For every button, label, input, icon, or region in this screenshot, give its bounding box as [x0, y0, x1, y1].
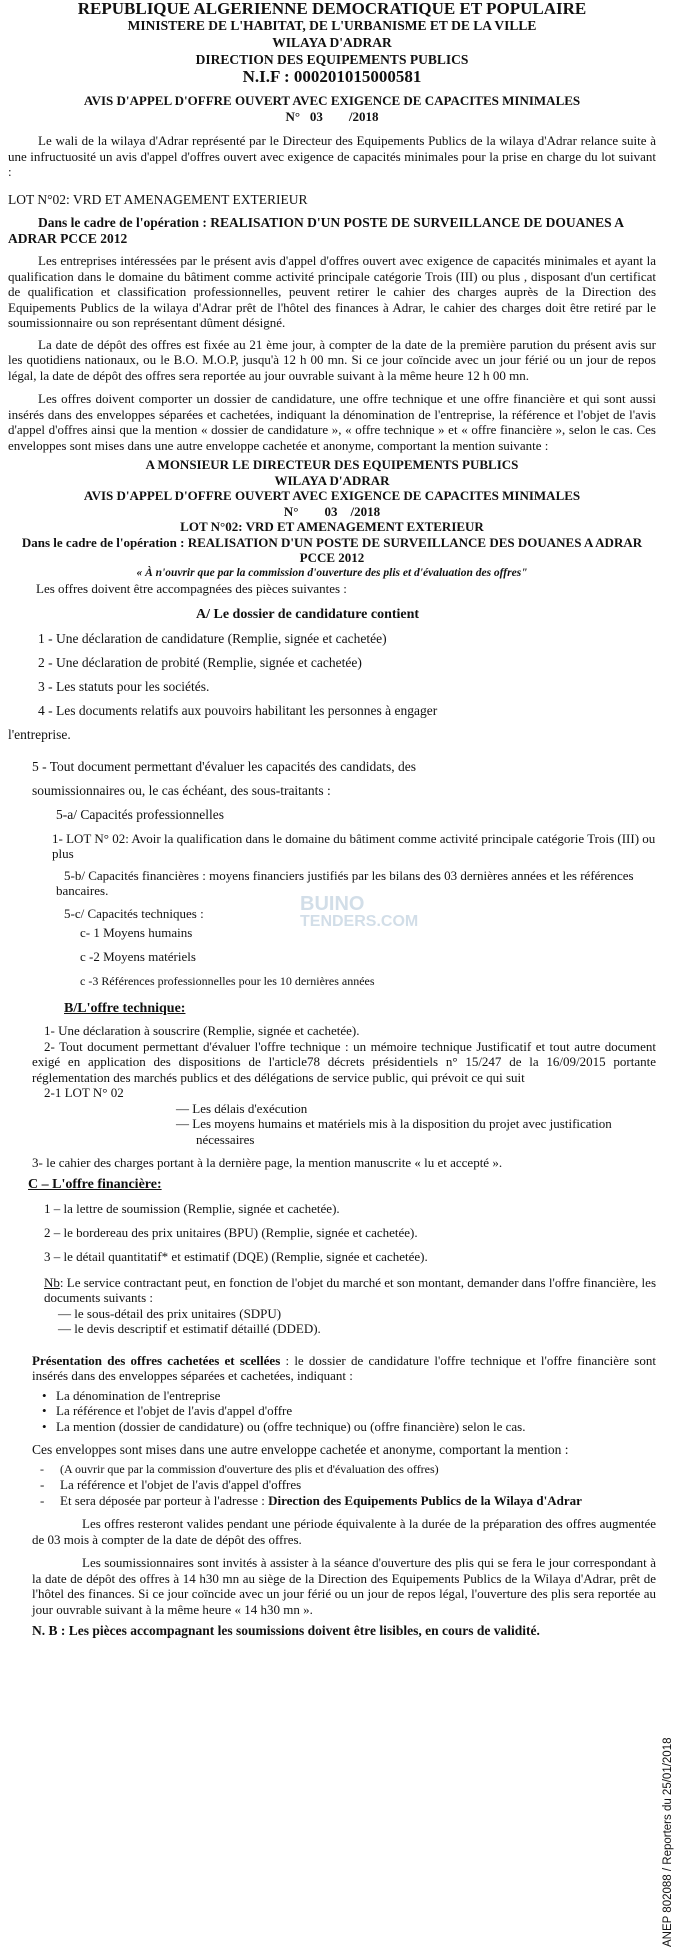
financiere-item-1: 1 – la lettre de soumission (Remplie, signée et cachetée). [44, 1200, 340, 1216]
presentation-bullets [32, 1388, 656, 1435]
dossier-item-2: 2 - Une déclaration de probité (Remplie, signée et cachetée) [38, 654, 362, 670]
capacites-techniques: 5-c/ Capacités techniques : [64, 905, 204, 921]
financiere-nb-sdpu: — le sous-détail des prix unitaires (SDPU) [58, 1305, 282, 1321]
presentation-bullet-2: • La référence et l'objet de l'avis d'appel d'offre [32, 1403, 656, 1419]
envelope-line-6: Dans le cadre de l'opération : REALISATION D'UN POSTE DE SURVEILLANCE DES DOUANES A ADRAR PCCE 2012 [21, 534, 643, 565]
notice-paragraph-1: Les entreprises intéressées par le présent avis d'appel d'offres ouvert avec exigence de capacités minimales et ayant la qualification dans le domaine du bâtiment comme activité principale catégorie Trois (III) ou plus , disposant d'un certificat de qualification et classification professionnelles, peuvent retirer le cahier des charges auprès de la Direction des Equipements Publics de la wilaya d'Adrar prêt de l'hôtel des finances à Adrar, le cahier des charges doit être retiré par le soumissionnaire ou son représentant dûment désigné. [8, 253, 656, 330]
financiere-nb-dded: — le devis descriptif et estimatif détaillé (DDED). [58, 1321, 321, 1336]
technique-moyens: — Les moyens humains et matériels mis à la disposition du projet avec justification nécessaires [176, 1116, 612, 1147]
financiere-nb [44, 1275, 656, 1306]
technique-delais: — Les délais d'exécution [176, 1100, 308, 1116]
presentation-dash-2: - La référence et l'objet de l'avis d'appel d'offres [32, 1477, 656, 1493]
envelope-line-4: N° 03 /2018 [283, 503, 381, 519]
presentation-text: : le dossier de candidature l'offre technique et l'offre financière sont insérés dans des enveloppes séparées et cachetées, indiquant : [32, 1352, 656, 1383]
notice-operation: Dans le cadre de l'opération : REALISATION D'UN POSTE DE SURVEILLANCE DE DOUANES A ADRAR PCCE 2012 [8, 215, 624, 246]
lot-qualification: 1- LOT N° 02: Avoir la qualification dans le domaine du bâtiment comme activité principale catégorie Trois (III) ou plus [52, 830, 656, 861]
envelope-line-3: AVIS D'APPEL D'OFFRE OUVERT AVEC EXIGENCE DE CAPACITES MINIMALES [83, 488, 581, 503]
presentation-dash-3 [32, 1493, 656, 1509]
technique-moyens-text: Les moyens humains et matériels mis à la disposition du projet avec justification nécessaires [192, 1116, 612, 1147]
moyens-humains: c- 1 Moyens humains [80, 925, 193, 940]
envelope-line-2: WILAYA D'ADRAR [274, 472, 390, 488]
moyens-materiels: c -2 Moyens matériels [80, 949, 196, 964]
envelope-line-1: A MONSIEUR LE DIRECTEUR DES EQUIPEMENTS PUBLICS [145, 457, 519, 472]
dossier-item-4: 4 - Les documents relatifs aux pouvoirs habilitant les personnes à engager [38, 702, 438, 718]
watermark-logo [300, 895, 418, 931]
references-professionnelles: c -3 Références professionnelles pour les 10 dernières années [80, 974, 375, 988]
dossier-item-3: 3 - Les statuts pour les sociétés. [38, 678, 210, 694]
envelope-mention [8, 457, 656, 581]
dossier-item-4-continued: l'entreprise. [8, 726, 71, 742]
watermark-line-1: BUINO [300, 893, 365, 915]
notice-paragraph-2: La date de dépôt des offres est fixée au 21 ème jour, à compter de la date de la première parution du présent avis sur les quotidiens nationaux, ou le B.O. M.O.P, jusqu'à 12 h 00 mn. Si ce jour coïncide avec un jour férié ou un jour de repos légal, la date de dépôt des offres sera reportée au jour ouvrable suivant à la même heure 12 h 00 mn. [8, 336, 656, 383]
capacites-professionnelles: 5-a/ Capacités professionnelles [56, 806, 224, 822]
presentation-dashes [32, 1462, 656, 1509]
presentation-dash-3-text: Et sera déposée par porteur à l'adresse : [60, 1492, 269, 1508]
financiere-list [44, 1197, 656, 1269]
dossier-list [38, 627, 656, 723]
dossier-item-5-continued: soumissionnaires ou, le cas échéant, des sous-traitants : [32, 782, 331, 798]
header-wilaya: WILAYA D'ADRAR [272, 35, 392, 50]
envelope-line-7: « À n'ouvrir que par la commission d'ouverture des plis et d'évaluation des offres" [136, 566, 528, 579]
technique-lot: 2-1 LOT N° 02 [44, 1085, 124, 1100]
financiere-nb-text: : Le service contractant peut, en fonction de l'objet du marché et son montant, demander dans l'offre financière, les documents suivants : [44, 1274, 656, 1305]
document-header [8, 0, 656, 85]
presentation-paragraph [32, 1353, 656, 1384]
dossier-item-1: 1 - Une déclaration de candidature (Remplie, signée et cachetée) [38, 630, 387, 646]
offre-financiere-title: C – L'offre financière: [28, 1176, 162, 1192]
dossier-title: A/ Le dossier de candidature contient [196, 606, 420, 622]
tender-notice-page [8, 0, 656, 1957]
capacites-financieres: 5-b/ Capacités financières : moyens financiers justifiés par les bilans des 03 dernières années et les références bancaires. [56, 867, 634, 898]
presentation-address: Direction des Equipements Publics de la Wilaya d'Adrar [268, 1492, 582, 1508]
technique-item-3: 3- le cahier des charges portant à la dernière page, la mention manuscrite « lu et accepté ». [32, 1155, 503, 1170]
financiere-item-2: 2 – le bordereau des prix unitaires (BPU) (Remplie, signée et cachetée). [44, 1224, 418, 1240]
notice-intro: Le wali de la wilaya d'Adrar représenté par le Directeur des Equipements Publics de la wilaya d'Adrar relance suite à une infructuosité un avis d'appel d'offres ouvert avec exigence de capacités minimales pour la prise en charge du lot suivant : [8, 133, 656, 179]
publication-reference [660, 1577, 674, 1947]
notice-title-text: AVIS D'APPEL D'OFFRE OUVERT AVEC EXIGENCE DE CAPACITES MINIMALES [83, 93, 581, 108]
offre-technique-title: B/L'offre technique: [64, 1001, 186, 1016]
dossier-section [8, 603, 656, 827]
presentation-validity: Les offres resteront valides pendant une période équivalente à la durée de la préparation des offres augmentée de 03 mois à compter de la date de dépôt des offres. [32, 1516, 656, 1547]
notice-title [8, 93, 656, 125]
technique-item-1: 1- Une déclaration à souscrire (Remplie, signée et cachetée). [44, 1023, 360, 1038]
header-nif: N.I.F : 000201015000581 [242, 67, 422, 86]
presentation-seance: Les soumissionnaires sont invités à assister à la séance d'ouverture des plis qui se fera le jour correspondant à la date de dépôt des offres à 14 h30 mn au siège de la Direction des Equipements Publics de la Wilaya d'Adrar, prêt de l'hôtel des finances. Si ce jour coïncide avec un jour férié ou un jour de repos légal, l'ouverture des plis sera reportée au jour ouvrable suivant à la même heure « 14 h30 mn ». [32, 1555, 656, 1617]
technique-delais-text: Les délais d'exécution [192, 1100, 308, 1116]
notice-paragraph-3: Les offres doivent comporter un dossier de candidature, une offre technique et une offre financière et qui sont aussi insérés dans des enveloppes séparées et cachetées, indiquant la dénomination de l'entreprise, la référence et l'objet de l'avis d'appel d'offres ainsi que la mention « dossier de candidature », « offre technique » et « offre financière », selon le cas. Ces enveloppes sont mises dans une autre enveloppe cachetée et anonyme, comportant la mention suivante : [8, 391, 656, 453]
watermark-line-2: TENDERS.COM [300, 913, 419, 930]
financiere-nb-label: Nb [44, 1274, 60, 1290]
presentation-bullet-1: • La dénomination de l'entreprise [32, 1388, 656, 1404]
presentation-envelope: Ces enveloppes sont mises dans une autre enveloppe cachetée et anonyme, comportant la mention : [32, 1442, 569, 1457]
financiere-item-3: 3 – le détail quantitatif* et estimatif (DQE) (Remplie, signée et cachetée). [44, 1248, 428, 1264]
header-republic: REPUBLIQUE ALGERIENNE DEMOCRATIQUE ET POPULAIRE [77, 0, 587, 18]
dossier-item-5: 5 - Tout document permettant d'évaluer les capacités des candidats, des [32, 758, 416, 774]
envelope-line-5: LOT N°02: VRD ET AMENAGEMENT EXTERIEUR [180, 519, 484, 534]
publication-reference-text: ANEP 802088 / Reporters du 25/01/2018 [662, 1737, 674, 1947]
presentation-title: Présentation des offres cachetées et scellées [32, 1352, 281, 1368]
header-direction: DIRECTION DES EQUIPEMENTS PUBLICS [195, 52, 469, 67]
offers-accompanied: Les offres doivent être accompagnées des pièces suivantes : [36, 581, 347, 596]
technique-item-2: 2- Tout document permettant d'évaluer l'offre technique : un mémoire technique Justificatif et tout autre document exigé en application des dispositions de l'article78 décrets présidentiels n° 15/247 de la 16/09/2015 portante réglementation des marchés publics et des délégations de service public, qui prévoit ce qui suit [32, 1038, 656, 1085]
header-ministry: MINISTERE DE L'HABITAT, DE L'URBANISME ET DE LA VILLE [127, 18, 537, 33]
notice-number: N° 03 /2018 [285, 109, 379, 124]
presentation-bullet-3: • La mention (dossier de candidature) ou (offre technique) ou (offre financière) selon le cas. [32, 1419, 656, 1435]
presentation-dash-1: - (A ouvrir que par la commission d'ouverture des plis et d'évaluation des offres) [32, 1462, 656, 1478]
notice-lot: LOT N°02: VRD ET AMENAGEMENT EXTERIEUR [8, 191, 308, 207]
capacites-techniques-list [80, 921, 656, 993]
final-nb: N. B : Les pièces accompagnant les soumissions doivent être lisibles, en cours de validité. [32, 1623, 540, 1638]
